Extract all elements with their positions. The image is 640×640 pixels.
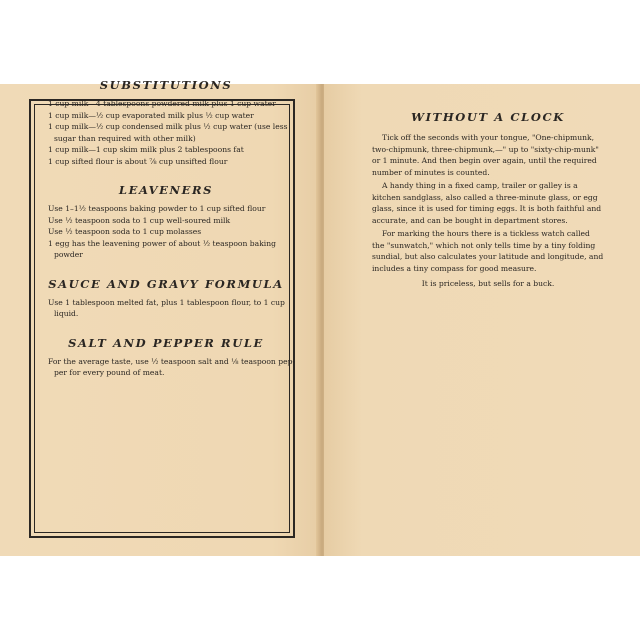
substitution-line: 1 cup milk—4 tablespoons powdered milk plus 1 cup water — [48, 99, 276, 108]
substitution-line: 1 cup milk—½ cup evaporated milk plus ½ cup water — [48, 110, 254, 120]
salt-line: For the average taste, use ½ teaspoon salt and ⅛ teaspoon pep- — [48, 356, 296, 366]
sauce-heading: SAUCE AND GRAVY FORMULA — [48, 276, 284, 291]
left-page-content — [48, 78, 296, 379]
substitution-line: 1 cup milk—½ cup condensed milk plus ½ cup water (use less — [48, 122, 288, 131]
paragraph: A handy thing in a fixed camp, trailer or galley is a kitchen sandglass, also called a three-minute glass, or egg glass, since it is used for timing eggs. It is both faithful and accurate, and can be bought in department stores. — [372, 181, 602, 225]
substitution-line: sugar than required with other milk) — [54, 133, 196, 143]
paragraph: Tick off the seconds with your tongue, "One-chipmunk, two-chipmunk, three-chipmunk,—" up to "sixty-chip-munk" or 1 minute. And then begin over again, until the required number of minutes is counted. — [372, 133, 599, 177]
leaveners-line: Use ½ teaspoon soda to 1 cup molasses — [48, 227, 202, 236]
leaveners-line: Use 1–1½ teaspoons baking powder to 1 cup sifted flour — [48, 204, 266, 213]
sauce-section — [48, 277, 284, 320]
leaveners-heading: LEAVENERS — [118, 183, 214, 197]
sauce-line: liquid. — [54, 309, 79, 318]
closing-line: It is priceless, but sells for a buck. — [421, 279, 555, 288]
sauce-line: Use 1 tablespoon melted fat, plus 1 tablespoon flour, to 1 cup — [48, 297, 285, 307]
salt-line: per for every pound of meat. — [54, 368, 165, 377]
leaveners-line: 1 egg has the leavening power of about ½ teaspoon baking — [48, 238, 276, 248]
substitution-line: 1 cup sifted flour is about ⅞ cup unsifted flour — [48, 156, 228, 166]
leaveners-line: powder — [54, 250, 83, 259]
substitutions-heading: SUBSTITUTIONS — [99, 78, 233, 92]
salt-heading: SALT AND PEPPER RULE — [68, 335, 264, 350]
substitutions-section — [48, 78, 288, 167]
substitution-line: 1 cup milk—1 cup skim milk plus 2 tablespoons fat — [48, 145, 244, 154]
right-page-content — [372, 110, 604, 290]
leaveners-section — [48, 183, 284, 261]
paragraph: For marking the hours there is a tickless watch called the "sunwatch," which not only tells time by a tiny folding sundial, but also calculates your latitude and longitude, and includes a tiny compass for good measure. — [372, 229, 604, 273]
without-clock-heading: WITHOUT A CLOCK — [411, 110, 565, 124]
salt-section — [48, 335, 296, 379]
leaveners-line: Use ½ teaspoon soda to 1 cup well-soured milk — [48, 215, 231, 225]
